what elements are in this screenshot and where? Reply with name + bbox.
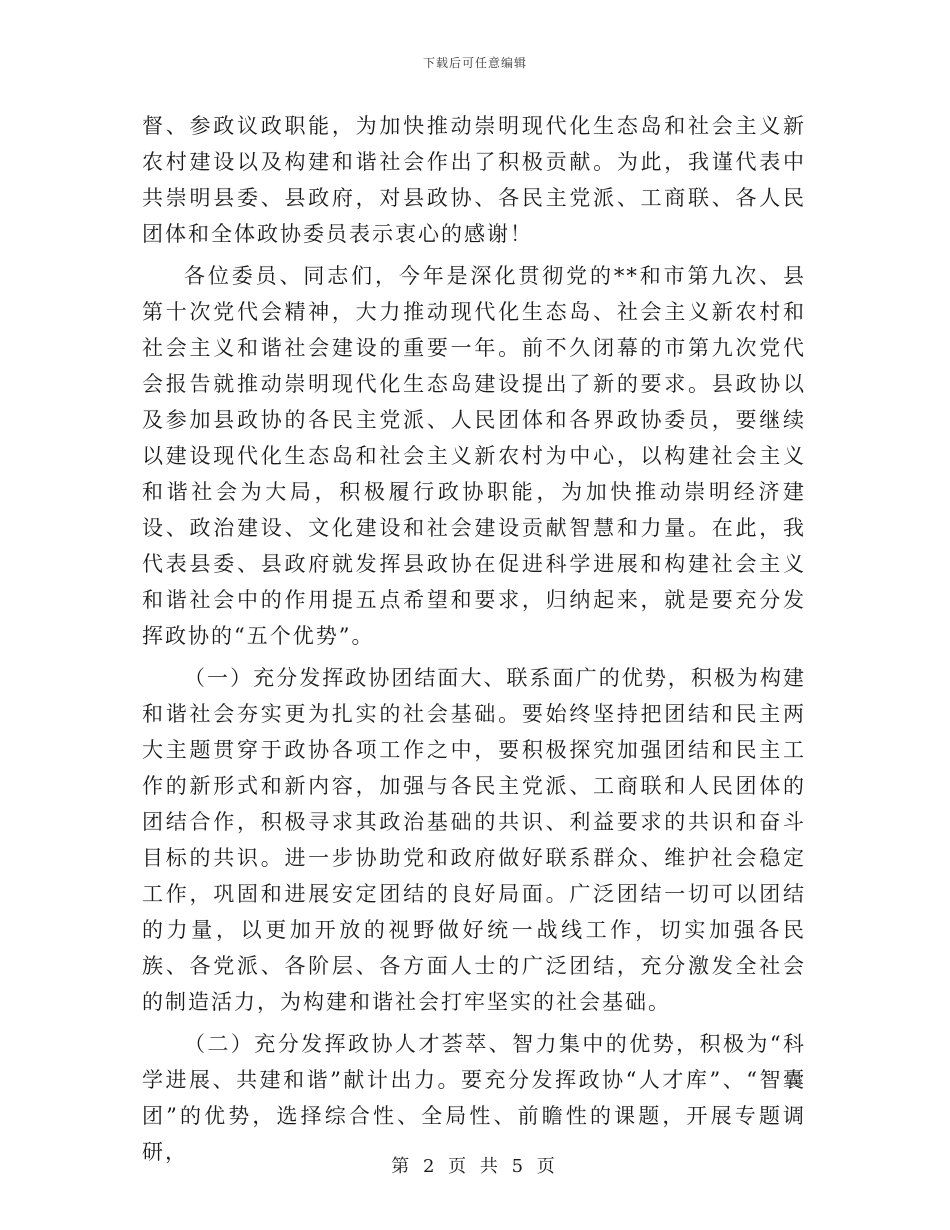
paragraph-2: 各位委员、同志们，今年是深化贯彻党的**和市第九次、县第十次党代会精神，大力推动现代化生态岛、社会主义新农村和社会主义和谐社会建设的重要一年。前不久闭幕的市第九次党代会报告就推动崇明现代化生态岛建设提出了新的要求。县政协以及参加县政协的各民主党派、人民团体和各界政协委员，要继续以建设现代化生态岛和社会主义新农村为中心，以构建社会主义和谐社会为大局，积极履行政协职能，为加快推动崇明经济建设、政治建设、文化建设和社会建设贡献智慧和力量。在此，我代表县委、县政府就发挥县政协在促进科学进展和构建社会主义和谐社会中的作用提五点希望和要求，归纳起来，就是要充分发挥政协的“五个优势”。 bbox=[142, 264, 806, 648]
paragraph-3: （一）充分发挥政协团结面大、联系面广的优势，积极为构建和谐社会夯实更为扎实的社会基础。要始终坚持把团结和民主两大主题贯穿于政协各项工作之中，要积极探究加强团结和民主工作的新形式和新内容，加强与各民主党派、工商联和人民团体的团结合作，积极寻求其政治基础的共识、利益要求的共识和奋斗目标的共识。进一步协助党和政府做好联系群众、维护社会稳定工作，巩固和进展安定团结的良好局面。广泛团结一切可以团结的力量，以更加开放的视野做好统一战线工作，切实加强各民族、各党派、各阶层、各方面人士的广泛团结，充分激发全社会的制造活力，为构建和谐社会打牢坚实的社会基础。 bbox=[142, 666, 806, 1014]
document-body bbox=[142, 108, 806, 1170]
page-number: 第 2 页 共 5 页 bbox=[391, 1156, 559, 1177]
paragraph-1: 督、参政议政职能，为加快推动崇明现代化生态岛和社会主义新农村建设以及构建和谐社会作出了积极贡献。为此，我谨代表中共崇明县委、县政府，对县政协、各民主党派、工商联、各人民团体和全体政协委员表示衷心的感谢！ bbox=[142, 114, 806, 246]
header-note: 下载后可任意编辑 bbox=[422, 56, 527, 70]
paragraph-4: （二）充分发挥政协人才荟萃、智力集中的优势，积极为“科学进展、共建和谐”献计出力。要充分发挥政协“人才库”、“智囊团”的优势，选择综合性、全局性、前瞻性的课题，开展专题调研， bbox=[142, 1032, 806, 1164]
